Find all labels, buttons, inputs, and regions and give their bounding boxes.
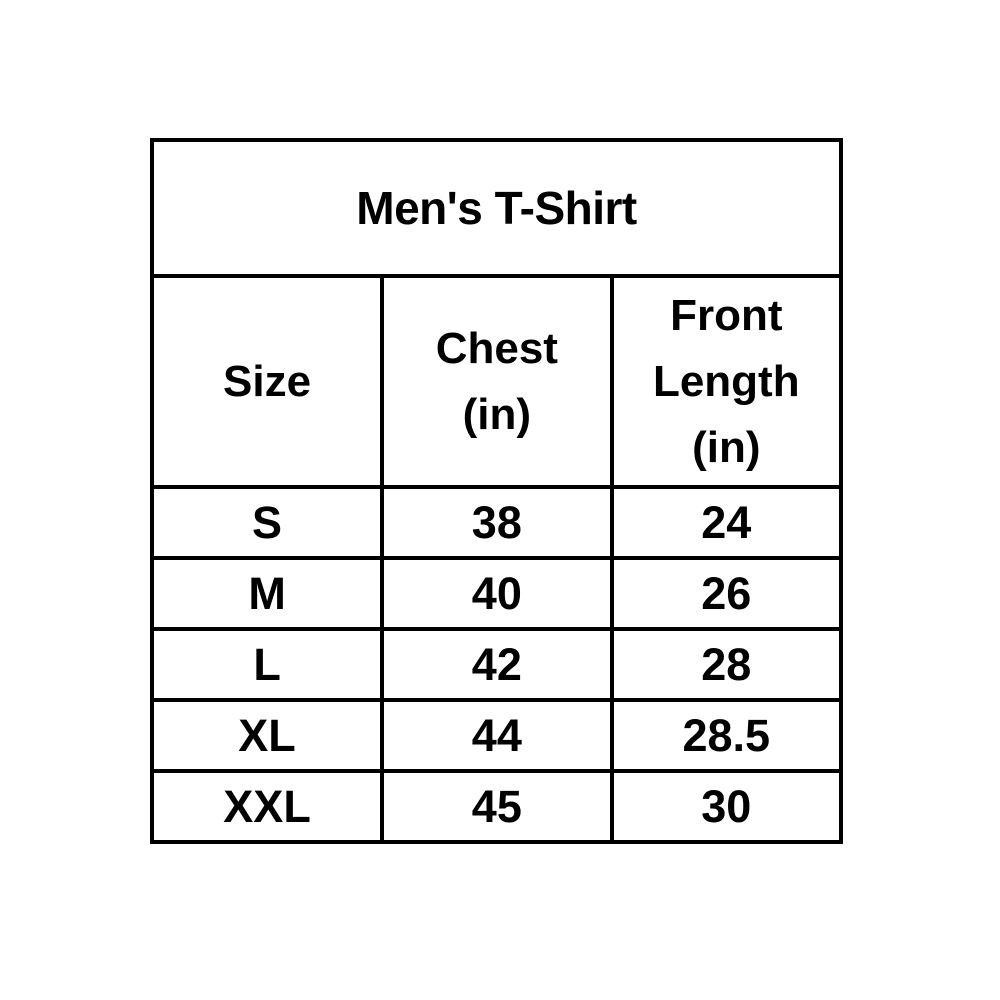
size-cell: S <box>152 487 382 558</box>
table-row <box>152 700 841 771</box>
front-length-cell: 28 <box>612 629 841 700</box>
size-chart <box>150 138 843 844</box>
size-cell: L <box>152 629 382 700</box>
front-length-cell: 28.5 <box>612 700 841 771</box>
chest-cell: 44 <box>382 700 611 771</box>
header-line: Front <box>670 290 783 340</box>
table-row <box>152 771 841 842</box>
column-header-front-length <box>612 276 841 487</box>
header-line: Chest <box>435 323 558 373</box>
size-cell: XL <box>152 700 382 771</box>
size-chart-table <box>150 138 843 844</box>
chart-title: Men's T-Shirt <box>152 140 841 276</box>
column-header-chest <box>382 276 611 487</box>
header-line: (in) <box>692 422 761 472</box>
chest-cell: 42 <box>382 629 611 700</box>
front-length-cell: 24 <box>612 487 841 558</box>
front-length-cell: 26 <box>612 558 841 629</box>
table-row <box>152 629 841 700</box>
title-row <box>152 140 841 276</box>
front-length-cell: 30 <box>612 771 841 842</box>
header-line: Length <box>652 356 800 406</box>
chest-cell: 45 <box>382 771 611 842</box>
header-row <box>152 276 841 487</box>
chest-cell: 38 <box>382 487 611 558</box>
table-row <box>152 487 841 558</box>
chest-cell: 40 <box>382 558 611 629</box>
size-cell: M <box>152 558 382 629</box>
table-row <box>152 558 841 629</box>
column-header-size <box>152 276 382 487</box>
header-line: (in) <box>462 389 532 439</box>
size-cell: XXL <box>152 771 382 842</box>
header-line: Size <box>223 356 312 406</box>
